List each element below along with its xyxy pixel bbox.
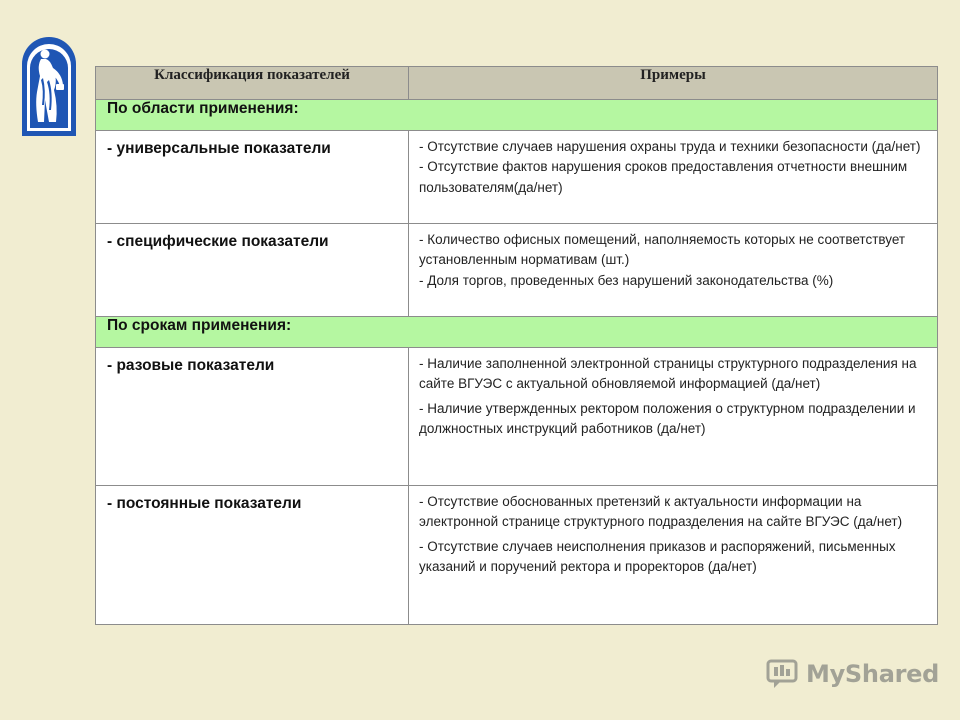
category-one-time: - разовые показатели: [96, 348, 409, 486]
table-row: [96, 131, 938, 224]
example-item: - Отсутствие случаев нарушения охраны труда и техники безопасности (да/нет): [419, 139, 921, 154]
table-row: [96, 224, 938, 317]
table-row: [96, 486, 938, 625]
examples-cell: [409, 348, 938, 486]
example-item: - Отсутствие обоснованных претензий к актуальности информации на электронной странице структурного подразделения на сайте ВГУЭС (да/нет): [419, 494, 903, 530]
table-row: [96, 348, 938, 486]
category-permanent: - постоянные показатели: [96, 486, 409, 625]
column-header-examples: Примеры: [409, 67, 938, 100]
example-item: - Доля торгов, проведенных без нарушений законодательства (%): [419, 272, 834, 288]
column-header-classification: Классификация показателей: [96, 67, 409, 100]
example-item: - Наличие утвержденных ректором положения о структурном подразделении и должностных инструкций работников (да/нет): [419, 400, 916, 437]
example-item: - Отсутствие случаев неисполнения приказов и распоряжений, письменных указаний и поручений ректора и проректоров (да/нет): [419, 538, 896, 575]
table-header-row: [96, 67, 938, 100]
examples-cell: [409, 131, 938, 224]
university-emblem-icon: [20, 30, 78, 138]
watermark-text: MyShared: [806, 660, 939, 688]
section-title-application-area: По области применения:: [96, 100, 938, 131]
category-specific: - специфические показатели: [96, 224, 409, 317]
example-item: - Отсутствие фактов нарушения сроков предоставления отчетности внешним пользователям(да/нет): [419, 159, 908, 195]
example-item: - Наличие заполненной электронной страницы структурного подразделения на сайте ВГУЭС с актуальной обновляемой информацией (да/нет): [419, 356, 917, 392]
examples-cell: [409, 224, 938, 317]
section-row: [96, 100, 938, 131]
section-row: [96, 317, 938, 348]
indicators-table: [95, 66, 938, 625]
chat-logo-icon: [766, 657, 800, 691]
example-item: - Количество офисных помещений, наполняемость которых не соответствует установленным нормативам (шт.): [419, 232, 906, 268]
section-title-time-period: По срокам применения:: [96, 317, 938, 348]
myshared-watermark: [766, 656, 939, 692]
examples-cell: [409, 486, 938, 625]
category-universal: - универсальные показатели: [96, 131, 409, 224]
